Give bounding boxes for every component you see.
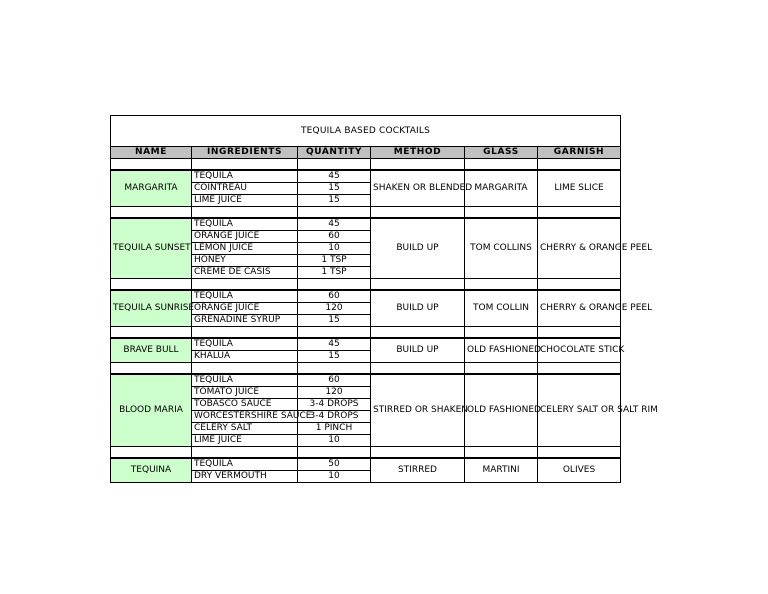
table-body	[111, 159, 658, 483]
table-row	[111, 218, 621, 231]
ingredient-cell: HONEY	[192, 255, 298, 267]
cocktail-name: BRAVE BULL	[111, 338, 192, 363]
spacer-cell	[192, 447, 298, 459]
spacer-cell	[538, 363, 621, 375]
ingredient-cell: TEQUILA	[192, 374, 298, 387]
spacer-cell	[298, 159, 371, 171]
spacer-cell	[371, 327, 465, 339]
spacer-cell	[111, 447, 192, 459]
quantity-cell: 1 PINCH	[298, 423, 371, 435]
spacer-cell	[465, 327, 538, 339]
spacer-row	[111, 447, 621, 459]
spacer-cell	[465, 363, 538, 375]
garnish-cell: CHOCOLATE STICK	[538, 338, 621, 363]
quantity-cell: 45	[298, 218, 371, 231]
ingredient-cell: ORANGE JUICE	[192, 231, 298, 243]
spacer-row	[111, 327, 621, 339]
cocktail-name: TEQUILA SUNSET	[111, 218, 192, 279]
method-cell: BUILD UP	[371, 338, 465, 363]
spacer-cell	[465, 159, 538, 171]
quantity-cell: 1 TSP	[298, 255, 371, 267]
spacer-cell	[298, 279, 371, 291]
spacer-cell	[111, 363, 192, 375]
spacer-row	[111, 363, 621, 375]
quantity-cell: 3-4 DROPS	[298, 411, 371, 423]
ingredient-cell: TEQUILA	[192, 458, 298, 471]
header-glass: GLASS	[465, 147, 538, 159]
ingredient-cell: DRY VERMOUTH	[192, 471, 298, 483]
spacer-cell	[192, 207, 298, 219]
quantity-cell: 60	[298, 290, 371, 303]
spacer-cell	[465, 279, 538, 291]
spacer-cell	[371, 447, 465, 459]
quantity-cell: 50	[298, 458, 371, 471]
spacer-cell	[298, 207, 371, 219]
spacer-cell	[371, 363, 465, 375]
spacer-cell	[465, 207, 538, 219]
cocktail-sheet	[110, 115, 658, 483]
table-row	[111, 458, 621, 471]
garnish-cell: CELERY SALT OR SALT RIM	[538, 374, 621, 447]
quantity-cell: 10	[298, 435, 371, 447]
spacer-cell	[111, 207, 192, 219]
quantity-cell: 120	[298, 303, 371, 315]
cocktail-name: BLOOD MARIA	[111, 374, 192, 447]
spacer-cell	[111, 159, 192, 171]
glass-cell: MARTINI	[465, 458, 538, 483]
quantity-cell: 15	[298, 351, 371, 363]
table-row	[111, 290, 621, 303]
ingredient-cell: WORCESTERSHIRE SAUCE	[192, 411, 298, 423]
ingredient-cell: KHALUA	[192, 351, 298, 363]
header-method: METHOD	[371, 147, 465, 159]
header-ingredients: INGREDIENTS	[192, 147, 298, 159]
glass-cell: MARGARITA	[465, 170, 538, 207]
spacer-cell	[371, 159, 465, 171]
method-cell: BUILD UP	[371, 290, 465, 327]
quantity-cell: 45	[298, 338, 371, 351]
method-cell: STIRRED	[371, 458, 465, 483]
spacer-cell	[538, 207, 621, 219]
spacer-cell	[538, 327, 621, 339]
header-garnish: GARNISH	[538, 147, 621, 159]
spacer-cell	[192, 363, 298, 375]
ingredient-cell: TEQUILA	[192, 218, 298, 231]
glass-cell: TOM COLLINS	[465, 218, 538, 279]
quantity-cell: 45	[298, 170, 371, 183]
quantity-cell: 1 TSP	[298, 267, 371, 279]
quantity-cell: 60	[298, 374, 371, 387]
method-cell: BUILD UP	[371, 218, 465, 279]
ingredient-cell: CRÈME DE CASIS	[192, 267, 298, 279]
spacer-cell	[538, 447, 621, 459]
garnish-cell: LIME SLICE	[538, 170, 621, 207]
spacer-cell	[538, 279, 621, 291]
spacer-row	[111, 279, 621, 291]
spacer-cell	[192, 279, 298, 291]
page-title: TEQUILA BASED COCKTAILS	[111, 116, 621, 147]
garnish-cell: OLIVES	[538, 458, 621, 483]
ingredient-cell: COINTREAU	[192, 183, 298, 195]
spacer-cell	[371, 279, 465, 291]
ingredient-cell: LEMON JUICE	[192, 243, 298, 255]
garnish-cell: CHERRY & ORANGE PEEL	[538, 218, 621, 279]
cocktail-name: TEQUILA SUNRISE	[111, 290, 192, 327]
cocktail-name: TEQUINA	[111, 458, 192, 483]
table-row	[111, 170, 621, 183]
quantity-cell: 15	[298, 195, 371, 207]
cocktail-table	[110, 115, 658, 483]
spacer-row	[111, 207, 621, 219]
ingredient-cell: ORANGE JUICE	[192, 303, 298, 315]
header-quantity: QUANTITY	[298, 147, 371, 159]
glass-cell: OLD FASHIONED	[465, 338, 538, 363]
ingredient-cell: LIME JUICE	[192, 435, 298, 447]
spacer-cell	[111, 327, 192, 339]
method-cell: STIRRED OR SHAKEN	[371, 374, 465, 447]
table-row	[111, 338, 621, 351]
quantity-cell: 10	[298, 471, 371, 483]
spacer-cell	[298, 327, 371, 339]
spacer-cell	[465, 447, 538, 459]
spacer-cell	[371, 207, 465, 219]
ingredient-cell: GRENADINE SYRUP	[192, 315, 298, 327]
ingredient-cell: TEQUILA	[192, 338, 298, 351]
garnish-cell: CHERRY & ORANGE PEEL	[538, 290, 621, 327]
glass-cell: TOM COLLIN	[465, 290, 538, 327]
header-name: NAME	[111, 147, 192, 159]
ingredient-cell: TOBASCO SAUCE	[192, 399, 298, 411]
ingredient-cell: TEQUILA	[192, 290, 298, 303]
spacer-cell	[111, 279, 192, 291]
quantity-cell: 15	[298, 315, 371, 327]
quantity-cell: 60	[298, 231, 371, 243]
spacer-cell	[192, 327, 298, 339]
spacer-cell	[298, 447, 371, 459]
spacer-row	[111, 159, 621, 171]
quantity-cell: 3-4 DROPS	[298, 399, 371, 411]
ingredient-cell: CELERY SALT	[192, 423, 298, 435]
ingredient-cell: TOMATO JUICE	[192, 387, 298, 399]
spacer-cell	[538, 159, 621, 171]
quantity-cell: 15	[298, 183, 371, 195]
table-row	[111, 374, 621, 387]
glass-cell: OLD FASHIONED	[465, 374, 538, 447]
method-cell: SHAKEN OR BLENDED	[371, 170, 465, 207]
spacer-cell	[298, 363, 371, 375]
cocktail-name: MARGARITA	[111, 170, 192, 207]
ingredient-cell: LIME JUICE	[192, 195, 298, 207]
quantity-cell: 10	[298, 243, 371, 255]
quantity-cell: 120	[298, 387, 371, 399]
ingredient-cell: TEQUILA	[192, 170, 298, 183]
spacer-cell	[192, 159, 298, 171]
